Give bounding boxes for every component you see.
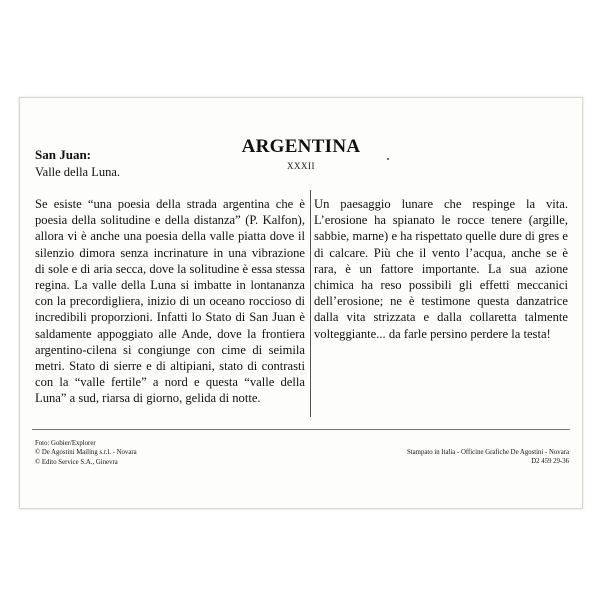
footer-rule: [32, 429, 570, 430]
print-dot: [387, 158, 389, 160]
card-code: D2 459 29-36: [531, 458, 569, 466]
card-title: ARGENTINA: [241, 136, 361, 157]
right-column-text: Un paesaggio lunare che respinge la vita. L’erosione ha spianato le rocce tenere (argille, sabbie, marne) e ha rispettato quelle dure di gres e di calcare. Più che il vento l’acqua, anche se è rara, è un fattore importante. La sua azione chimica ha reso possibili gli effetti meccanici dell’erosione; ne è testimone questa danzatrice dalla vita strizzata e dalla collaretta talmente volteggiante... da farle persino perdere la testa!: [314, 197, 568, 341]
printer-line: Stampato in Italia - Officine Grafiche De Agostini - Novara: [406, 449, 569, 456]
credit-photo: Foto: Gobier/Explorer: [35, 440, 96, 447]
printer-block: [407, 448, 569, 467]
postcard-back: [19, 97, 583, 509]
credit-copyright-edito: © Edito Service S.A., Ginevra: [35, 458, 118, 466]
credit-copyright-mailing: © De Agostini Mailing s.r.l. - Novara: [35, 449, 137, 457]
column-divider: [310, 190, 311, 417]
credits-block: [35, 439, 137, 467]
card-number: XXXII: [287, 161, 315, 171]
place-subheading: Valle della Luna.: [35, 165, 121, 179]
region-heading: San Juan:: [35, 147, 91, 162]
left-column-text: Se esiste “una poesia della strada argentina che è poesia della solitudine e della distanza” (P. Kalfon), allora vi è anche una poesia della valle piatta dove il silenzio dimora senza incrinature in una vibrazione di sole e di aria secca, dove la solitudine è essa stessa regina. La valle della Luna si imbatte in lontananza con la precordigliera, inizio di un oceano roccioso di incredibili proporzioni. Infatti lo Stato di San Juan è saldamente appoggiato alle Ande, dove la frontiera argentino-cilena si congiunge con cime di seimila metri. Stato di sierre e di altipiani, stato di contrasti con la “valle fertile” a nord e questa “valle della Luna” a sud, riarsa di giorno, gelida di notte.: [35, 197, 305, 406]
